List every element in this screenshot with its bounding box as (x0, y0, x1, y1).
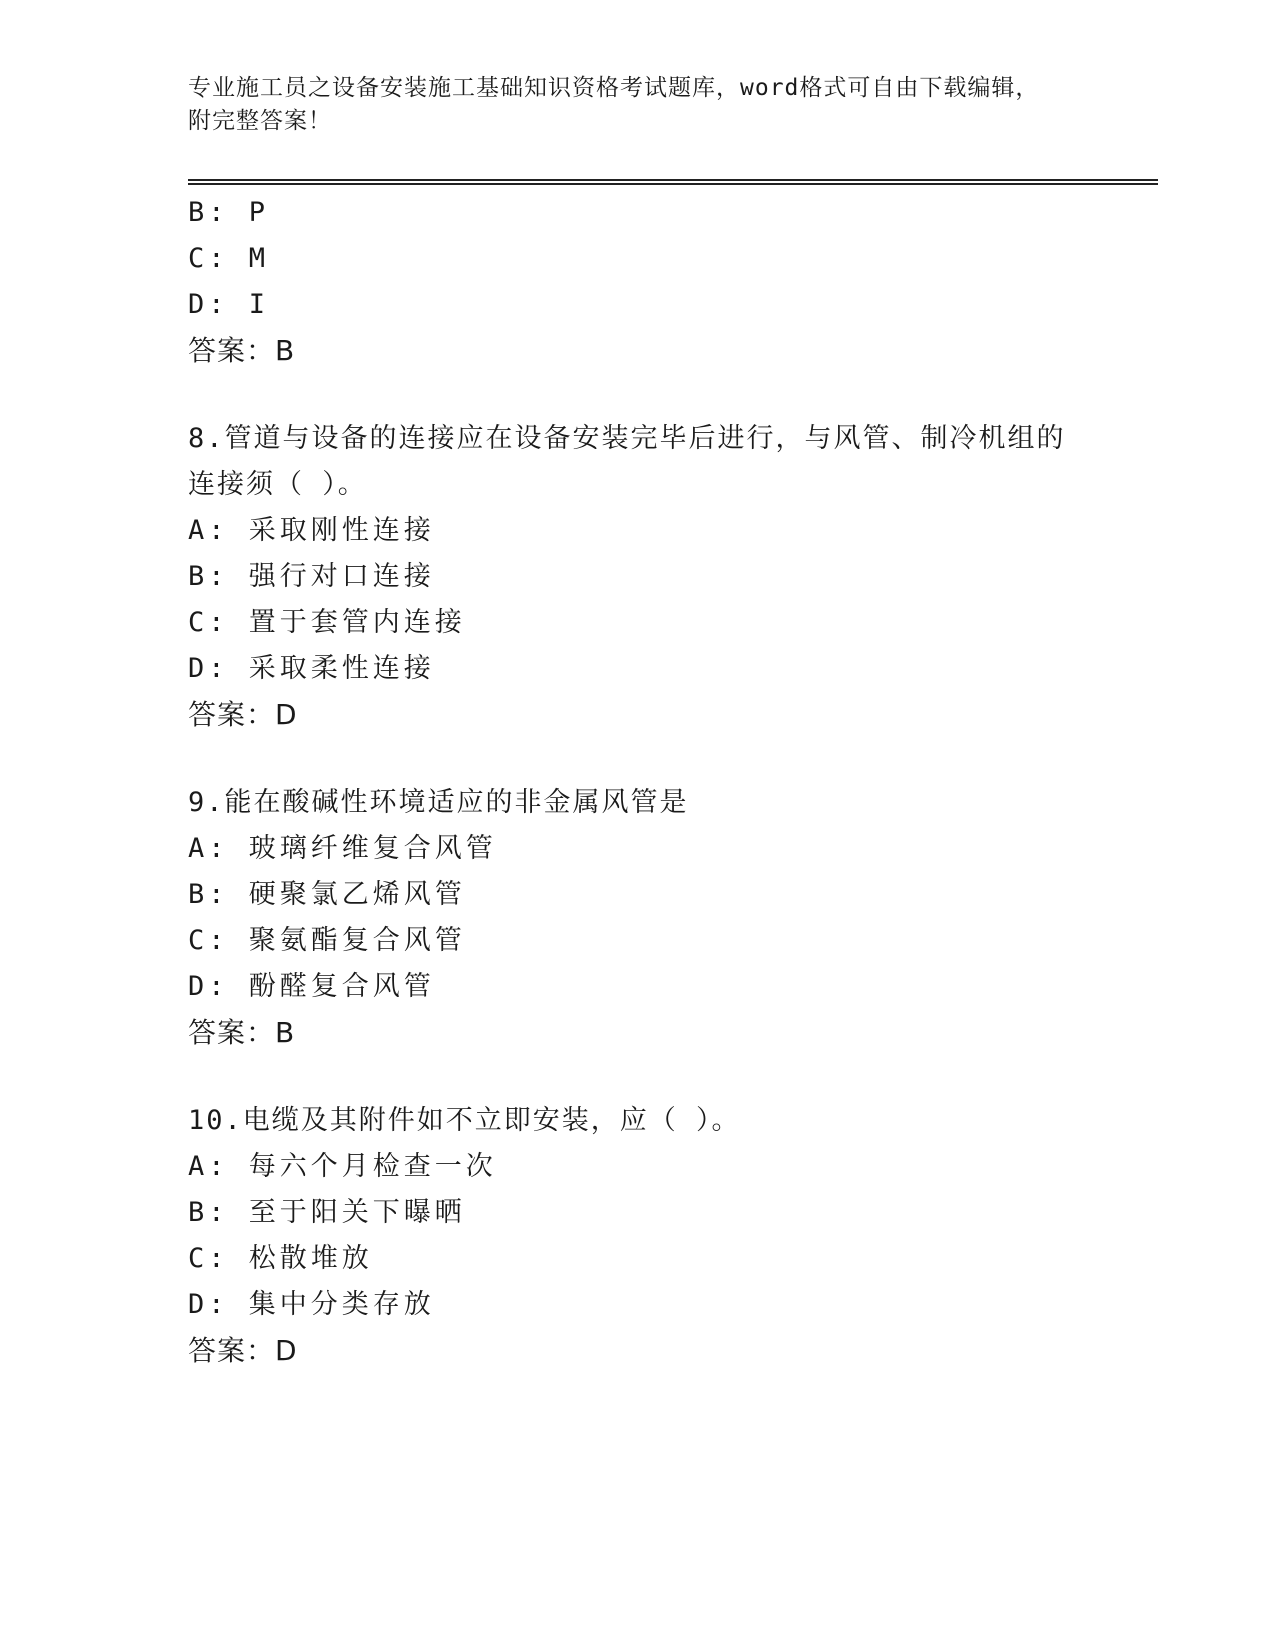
header-divider-bottom (188, 183, 1158, 185)
option-b: B: 至于阳关下曝晒 (188, 1197, 466, 1228)
answer-line: 答案：B (188, 334, 296, 367)
document-header (188, 72, 1088, 138)
answer-line: 答案：D (188, 698, 298, 731)
question-text: 8.管道与设备的连接应在设备安装完毕后进行，与风管、制冷机组的 (188, 423, 1066, 454)
header-divider-top (188, 179, 1158, 181)
option-c: C: 松散堆放 (188, 1243, 373, 1274)
question-10 (188, 1098, 1148, 1374)
option-a: A: 采取刚性连接 (188, 515, 435, 546)
option-d: D: I (188, 289, 270, 320)
question-9 (188, 780, 1148, 1056)
option-d: D: 集中分类存放 (188, 1289, 435, 1320)
option-b: B: P (188, 197, 270, 228)
header-title-line-2: 附完整答案！ (188, 108, 332, 134)
option-d: D: 采取柔性连接 (188, 653, 435, 684)
option-c: C: 置于套管内连接 (188, 607, 466, 638)
option-a: A: 玻璃纤维复合风管 (188, 833, 497, 864)
option-b: B: 强行对口连接 (188, 561, 435, 592)
header-title-line-1: 专业施工员之设备安装施工基础知识资格考试题库，word格式可自由下载编辑， (188, 75, 1040, 101)
question-text: 10.电缆及其附件如不立即安装，应（ ）。 (188, 1105, 741, 1136)
question-fragment (188, 190, 1148, 374)
answer-line: 答案：B (188, 1016, 296, 1049)
answer-line: 答案：D (188, 1334, 298, 1367)
option-d: D: 酚醛复合风管 (188, 971, 435, 1002)
question-8 (188, 416, 1148, 738)
question-text: 9.能在酸碱性环境适应的非金属风管是 (188, 787, 689, 818)
option-c: C: 聚氨酯复合风管 (188, 925, 466, 956)
question-text-continued: 连接须（ ）。 (188, 469, 367, 500)
question-list (188, 190, 1148, 1374)
option-b: B: 硬聚氯乙烯风管 (188, 879, 466, 910)
option-c: C: M (188, 243, 270, 274)
option-a: A: 每六个月检查一次 (188, 1151, 497, 1182)
